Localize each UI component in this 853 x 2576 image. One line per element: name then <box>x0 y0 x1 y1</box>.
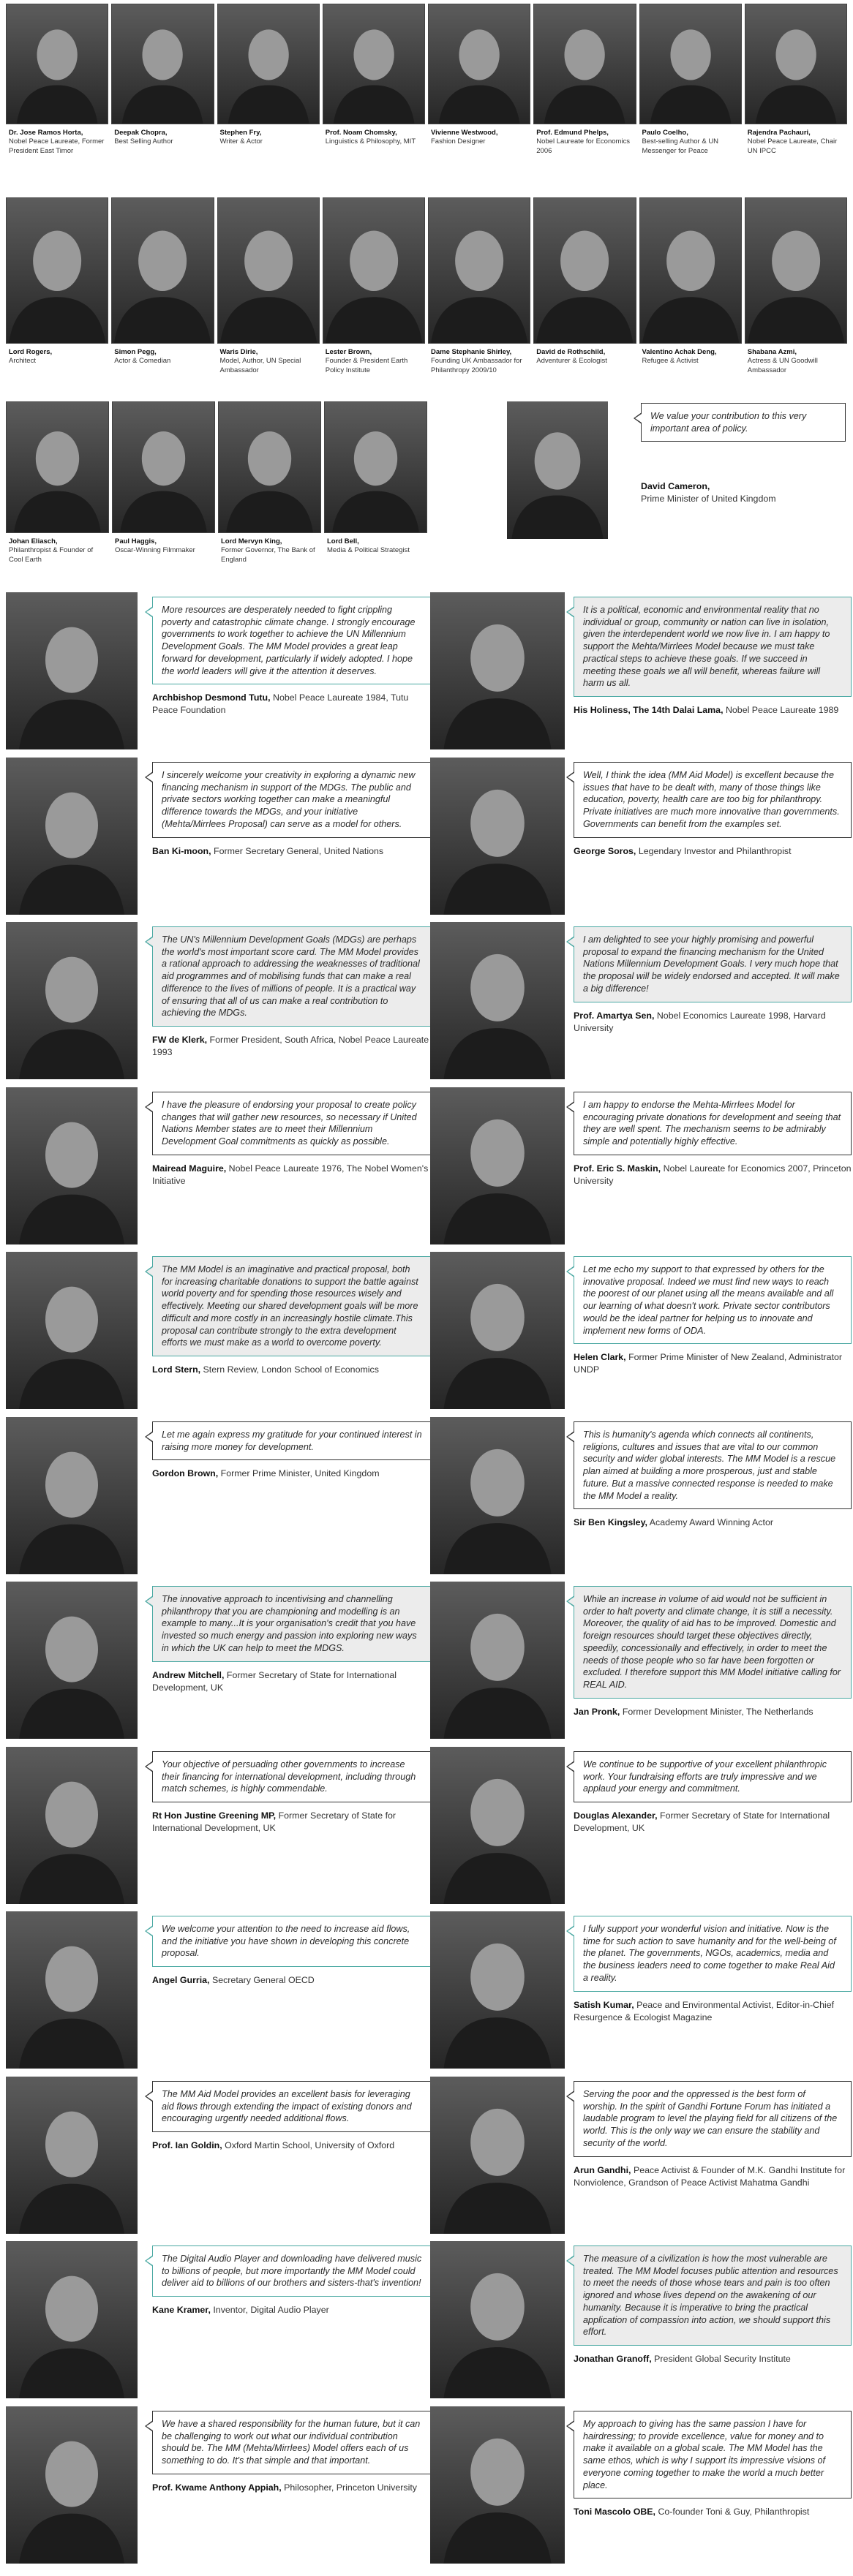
person-name: Arun Gandhi, <box>574 2164 631 2175</box>
person-silhouette-icon <box>7 4 108 124</box>
person-role: Former Governor, The Bank of England <box>221 546 315 564</box>
quote-bubble: I am happy to endorse the Mehta-Mirrlees Model for encouraging private donations for development and seeing that they are well spent. The mechanism seems to be admirably simple and potentially highly effective. <box>574 1092 852 1155</box>
attribution <box>152 2482 432 2494</box>
portrait-card <box>6 401 109 564</box>
person-silhouette-icon <box>112 198 213 343</box>
person-role: Linguistics & Philosophy, MIT <box>325 137 416 146</box>
attribution <box>574 845 852 858</box>
person-name: Jan Pronk, <box>574 1706 620 1717</box>
person-role: Oscar-Winning Filmmaker <box>115 546 195 555</box>
attribution <box>152 2139 432 2152</box>
testimonial <box>6 2241 426 2398</box>
person-silhouette-icon <box>325 402 426 532</box>
person-name: Shabana Azmi, <box>747 348 797 356</box>
quote-bubble: It is a political, economic and environmental reality that no individual or group, community or nation can live in isolation, given the interdependent world we now live in. I am happy to support the Mehta/Mirrlees Model because we must take practical steps to achieve these goals. If we succeed in meeting these goals we all will benefit, whereas failure will harm us all. <box>574 597 852 697</box>
attribution <box>152 1364 432 1376</box>
person-silhouette-icon <box>6 1087 138 1244</box>
portrait-photo <box>639 4 742 124</box>
person-name: Johan Eliasch, <box>9 537 58 545</box>
portrait-card <box>533 4 636 156</box>
person-role: Academy Award Winning Actor <box>649 1517 773 1528</box>
person-role: Philanthropist & Founder of Cool Earth <box>9 546 94 564</box>
portrait-photo <box>323 4 425 124</box>
quote-bubble: Well, I think the idea (MM Aid Model) is excellent because the issues that have to be dealt with, many of those things like education, poverty, health care are too big for philanthropy. Private initiatives are much more innovative than governments. Governments can benefit from the examples set. <box>574 762 852 838</box>
person-name: Prof. Edmund Phelps, <box>536 129 609 137</box>
portrait-photo <box>112 401 215 533</box>
quote-bubble: The UN's Millennium Development Goals (MDGs) are perhaps the world's most important score card. The MM Model provides a rational approach to addressing the weaknesses of traditional aid programmes and of mobilising funds that can make a real difference to the lives of millions of people. It is a practical way of ensuring that all of us can make a real contribution to achieving the MDGs. <box>152 926 432 1027</box>
attribution <box>574 2506 852 2518</box>
person-name: David Cameron, <box>641 481 710 491</box>
portrait-photo <box>6 1417 138 1574</box>
person-role: Best Selling Author <box>114 137 173 146</box>
person-silhouette-icon <box>6 758 138 915</box>
person-role: Refugee & Activist <box>642 357 699 366</box>
portrait-photo <box>6 4 108 124</box>
person-name: His Holiness, The 14th Dalai Lama, <box>574 705 724 716</box>
person-silhouette-icon <box>6 922 138 1079</box>
person-name: Simon Pegg, <box>114 348 157 356</box>
quote-bubble: I sincerely welcome your creativity in exploring a dynamic new financing mechanism in support of the MDGs. The public and private sectors working together can make a meaningful difference towards the MDGs, and your initiative (Mehta/Mirrlees Proposal) can serve as a model for others. <box>152 762 432 838</box>
person-role: Media & Political Strategist <box>327 546 410 555</box>
person-role: Fashion Designer <box>431 137 486 146</box>
person-role: Secretary General OECD <box>211 1975 315 1986</box>
person-role: Founding UK Ambassador for Philanthropy 2009/10 <box>431 357 522 374</box>
quote-bubble: I am delighted to see your highly promising and powerful proposal to expand the financing mechanism for the United Nations Millennium Development Goals. I very much hope that the proposal will be widely endorsed and accepted. It will make a big difference! <box>574 926 852 1002</box>
portrait-photo <box>430 2241 565 2398</box>
person-name: Lord Bell, <box>327 537 359 545</box>
portrait-photo <box>430 2406 565 2564</box>
person-name: Douglas Alexander, <box>574 1810 658 1821</box>
attribution <box>152 1034 432 1059</box>
person-silhouette-icon <box>745 198 846 343</box>
quote-bubble: The measure of a civilization is how the most vulnerable are treated. The MM Model focuses public attention and resources to meet the needs of those whose tears and pain is too often ignored and whose lives depend on the awakening of our humanity. Because it is imperative to bring the practical application of compassion into action, we should support this effort. <box>574 2245 852 2346</box>
attribution <box>152 1468 432 1480</box>
attribution <box>574 704 852 717</box>
portrait-photo <box>6 758 138 915</box>
portrait-photo <box>430 1582 565 1739</box>
person-role: Nobel Peace Laureate 1989 <box>725 705 839 716</box>
quote-bubble: My approach to giving has the same passion I have for hairdressing; to provide excellence, value for money and to make it available on a global scale. The MM Model has the same ethos, which is why I support its impressive visions of everyone coming together to make the world a much better place. <box>574 2411 852 2498</box>
person-silhouette-icon <box>507 401 608 539</box>
quote-bubble: We value your contribution to this very important area of policy. <box>641 403 846 442</box>
person-name: George Soros, <box>574 845 636 856</box>
person-name: Archbishop Desmond Tutu, <box>152 692 271 703</box>
person-role: Founder & President Earth Policy Institute <box>325 357 408 374</box>
quote-bubble: We welcome your attention to the need to increase aid flows, and the initiative you have shown in developing this concrete proposal. <box>152 1916 432 1967</box>
portrait-row-3 <box>6 401 427 564</box>
person-role: Former Prime Minister, United Kingdom <box>220 1468 380 1479</box>
portrait-card <box>533 197 636 375</box>
person-role: Peace and Environmental Activist, Editor-in-Chief Resurgence & Ecologist Magazine <box>574 1999 835 2022</box>
portrait-card <box>323 4 425 156</box>
portrait-photo <box>111 197 214 344</box>
portrait-card <box>112 401 215 564</box>
testimonial <box>430 922 847 1079</box>
attribution <box>152 692 432 717</box>
person-name: Jonathan Granoff, <box>574 2354 652 2365</box>
portrait-row-1 <box>6 4 847 156</box>
person-name: Ban Ki-moon, <box>152 845 211 856</box>
attribution <box>574 1999 852 2024</box>
portrait-photo <box>745 197 847 344</box>
testimonial <box>430 592 847 749</box>
testimonial <box>430 2077 847 2234</box>
person-name: Valentino Achak Deng, <box>642 348 717 356</box>
person-role: Prime Minister of United Kingdom <box>641 493 776 504</box>
person-name: Sir Ben Kingsley, <box>574 1517 647 1528</box>
person-role: Former Development Minister, The Netherlands <box>622 1706 813 1717</box>
quote-bubble: I have the pleasure of endorsing your proposal to create policy changes that will gather new resources, so necessary if United Nations Member states are to meet their Millennium Development Goal commitments as quickly as possible. <box>152 1092 432 1155</box>
portrait-photo <box>323 197 425 344</box>
portrait-photo <box>507 401 608 539</box>
person-name: Stephen Fry, <box>219 129 262 137</box>
person-silhouette-icon <box>430 758 565 915</box>
portrait-photo <box>6 197 108 344</box>
testimonial <box>430 2406 847 2564</box>
person-name: Deepak Chopra, <box>114 129 168 137</box>
portrait-card <box>428 197 530 375</box>
portrait-photo <box>324 401 427 533</box>
portrait-photo <box>430 1911 565 2069</box>
person-role: Co-founder Toni & Guy, Philanthropist <box>658 2507 810 2518</box>
person-role: Former President, South Africa, Nobel Peace Laureate 1993 <box>152 1035 429 1057</box>
portrait-photo <box>6 1747 138 1904</box>
person-silhouette-icon <box>640 4 741 124</box>
person-name: Kane Kramer, <box>152 2305 211 2316</box>
portrait-photo <box>6 2077 138 2234</box>
attribution <box>574 1516 852 1529</box>
person-role: Legendary Investor and Philanthropist <box>638 845 792 856</box>
portrait-row-2 <box>6 197 847 375</box>
person-name: Paulo Coelho, <box>642 129 688 137</box>
quote-bubble: Let me again express my gratitude for your continued interest in raising more money for development. <box>152 1421 432 1460</box>
person-name: Prof. Noam Chomsky, <box>325 129 397 137</box>
person-silhouette-icon <box>323 4 424 124</box>
person-silhouette-icon <box>219 402 320 532</box>
quote-bubble: I fully support your wonderful vision and initiative. Now is the time for such action to save humanity and for the well-being of the planet. The governments, NGOs, academics, media and the business leaders need to come together to make Real Aid a reality. <box>574 1916 852 1992</box>
person-silhouette-icon <box>430 1417 565 1574</box>
testimonial <box>6 922 429 1079</box>
person-name: Vivienne Westwood, <box>431 129 498 137</box>
person-role: Model, Author, UN Special Ambassador <box>219 357 301 374</box>
portrait-photo <box>6 1087 138 1244</box>
person-silhouette-icon <box>430 592 565 749</box>
person-name: Gordon Brown, <box>152 1468 219 1479</box>
portrait-card <box>111 4 214 156</box>
testimonial <box>6 758 426 915</box>
quote-bubble: The MM Aid Model provides an excellent basis for leveraging aid flows through extending the impact of existing donors and encouraging urgently needed additional flows. <box>152 2081 432 2132</box>
person-silhouette-icon <box>429 4 530 124</box>
quote-bubble: The Digital Audio Player and downloading have delivered music to billions of people, but more importantly the MM Model could deliver aid to billions of our brothers and sisters-that's invention! <box>152 2245 432 2297</box>
attribution <box>152 1974 432 1987</box>
person-role: Nobel Peace Laureate, Former President East Timor <box>9 137 105 155</box>
portrait-photo <box>428 4 530 124</box>
attribution <box>152 1669 432 1694</box>
person-name: Dame Stephanie Shirley, <box>431 348 512 356</box>
person-name: Lord Rogers, <box>9 348 53 356</box>
attribution <box>574 1706 852 1718</box>
person-silhouette-icon <box>430 1252 565 1409</box>
person-role: President Global Security Institute <box>654 2354 791 2365</box>
quote-bubble: We have a shared responsibility for the human future, but it can be challenging to work out what our individual contribution should be. The MM (Mehta/Mirrlees) Model offers each of us something to do. It's that simple and that important. <box>152 2411 432 2474</box>
person-name: Lord Stern, <box>152 1364 201 1375</box>
quote-bubble: More resources are desperately needed to fight crippling poverty and catastrophic climate change. I strongly encourage governments to work together to achieve the UN Millennium Development Goals. The MM Model provides a great leap forward for development, particularly if widely adopted. I hope the world leaders will give it the attention it deserves. <box>152 597 432 684</box>
person-silhouette-icon <box>323 198 424 343</box>
person-role: Nobel Laureate for Economics 2007, Princeton University <box>574 1163 852 1186</box>
testimonial <box>6 2406 426 2564</box>
person-role: Former Prime Minister of New Zealand, Administrator UNDP <box>574 1352 843 1375</box>
portrait-card <box>324 401 427 564</box>
testimonial <box>6 2077 426 2234</box>
portrait-photo <box>6 2241 138 2398</box>
portrait-photo <box>6 1911 138 2069</box>
person-silhouette-icon <box>430 1582 565 1739</box>
portrait-card <box>639 197 742 375</box>
portrait-photo <box>533 4 636 124</box>
portrait-card <box>6 4 108 156</box>
testimonial <box>6 1582 426 1739</box>
person-silhouette-icon <box>640 198 741 343</box>
person-silhouette-icon <box>429 198 530 343</box>
portrait-photo <box>111 4 214 124</box>
person-name: Prof. Eric S. Maskin, <box>574 1163 661 1174</box>
person-name: Prof. Amartya Sen, <box>574 1010 655 1021</box>
portrait-photo <box>639 197 742 344</box>
portrait-photo <box>430 1417 565 1574</box>
person-role: Nobel Peace Laureate 1976, The Nobel Women's Initiative <box>152 1163 429 1186</box>
portrait-photo <box>430 2077 565 2234</box>
portrait-card <box>217 4 320 156</box>
quote-bubble: While an increase in volume of aid would not be sufficient in order to halt poverty and climate change, it is still a necessity. Moreover, the quality of aid has to be improved. Domestic and foreign resources should target these objectives directly, speedily, concessionally and effectively, in order to meet the needs of those people who so far have been forgotten or excluded. I therefore support this MM Model initiative calling for REAL AID. <box>574 1586 852 1699</box>
person-silhouette-icon <box>218 198 319 343</box>
portrait-photo <box>430 1087 565 1244</box>
testimonial <box>430 2241 847 2398</box>
person-name: Rt Hon Justine Greening MP, <box>152 1810 277 1821</box>
attribution <box>574 1351 852 1376</box>
testimonial <box>6 1911 426 2069</box>
portrait-card <box>745 197 847 375</box>
portrait-photo <box>217 197 320 344</box>
attribution <box>574 1163 852 1187</box>
quote-bubble: This is humanity's agenda which connects all continents, religions, cultures and issues that are vital to our common security and wider global interests. The MM Model is a rescue plan aimed at building a more prosperous, just and stable future. But a massive connected response is needed to make the MM Model a reality. <box>574 1421 852 1509</box>
person-name: Toni Mascolo OBE, <box>574 2507 655 2518</box>
testimonial <box>6 1747 426 1904</box>
person-silhouette-icon <box>7 402 108 532</box>
person-role: Best-selling Author & UN Messenger for Peace <box>642 137 719 155</box>
portrait-photo <box>6 2406 138 2564</box>
portrait-card <box>217 197 320 375</box>
person-name: David de Rothschild, <box>536 348 606 356</box>
person-name: Rajendra Pachauri, <box>747 129 811 137</box>
portrait-photo <box>430 592 565 749</box>
person-name: Satish Kumar, <box>574 1999 634 2010</box>
quote-bubble: Serving the poor and the oppressed is the best form of worship. In the spirit of Gandhi Fortune Forum has initiated a laudable program to level the playing field for all citizens of the world. This is the only way we can ensure the stability and security of the world. <box>574 2081 852 2157</box>
testimonial <box>430 1911 847 2069</box>
person-silhouette-icon <box>430 1911 565 2069</box>
attribution <box>574 2164 852 2189</box>
attribution <box>152 2304 432 2316</box>
person-role: Oxford Martin School, University of Oxford <box>225 2140 395 2151</box>
person-name: FW de Klerk, <box>152 1035 208 1046</box>
person-role: Nobel Peace Laureate 1984, Tutu Peace Foundation <box>152 692 409 716</box>
portrait-photo <box>430 1747 565 1904</box>
person-role: Former Secretary of State for International Development, UK <box>574 1810 830 1834</box>
testimonial <box>430 1417 847 1574</box>
person-role: Inventor, Digital Audio Player <box>213 2305 329 2316</box>
person-name: Mairead Maguire, <box>152 1163 227 1174</box>
person-silhouette-icon <box>430 2077 565 2234</box>
testimonial <box>6 1417 426 1574</box>
portrait-photo <box>533 197 636 344</box>
person-silhouette-icon <box>534 4 635 124</box>
portrait-card <box>111 197 214 375</box>
testimonial <box>430 1747 847 1904</box>
person-silhouette-icon <box>6 592 138 749</box>
portrait-photo <box>218 401 321 533</box>
person-name: Paul Haggis, <box>115 537 157 545</box>
person-name: Prof. Kwame Anthony Appiah, <box>152 2482 282 2493</box>
person-name: Helen Clark, <box>574 1352 626 1363</box>
person-role: Philosopher, Princeton University <box>284 2482 417 2493</box>
cameron-endorsement <box>507 401 847 540</box>
attribution <box>152 845 432 858</box>
person-silhouette-icon <box>6 2406 138 2564</box>
portrait-card <box>218 401 321 564</box>
portrait-card <box>639 4 742 156</box>
attribution <box>641 480 776 505</box>
person-silhouette-icon <box>113 402 214 532</box>
person-silhouette-icon <box>6 1252 138 1409</box>
person-silhouette-icon <box>6 1582 138 1739</box>
person-role: Actor & Comedian <box>114 357 171 366</box>
attribution <box>574 1010 852 1035</box>
person-silhouette-icon <box>112 4 213 124</box>
person-silhouette-icon <box>6 1417 138 1574</box>
testimonial <box>430 758 847 915</box>
portrait-photo <box>6 1252 138 1409</box>
person-silhouette-icon <box>430 2406 565 2564</box>
person-name: Lord Mervyn King, <box>221 537 282 545</box>
attribution <box>574 1810 852 1835</box>
portrait-card <box>6 197 108 375</box>
person-role: Nobel Peace Laureate, Chair UN IPCC <box>747 137 838 155</box>
person-role: Former Secretary General, United Nations <box>214 845 384 856</box>
person-role: Nobel Laureate for Economics 2006 <box>536 137 631 155</box>
portrait-photo <box>6 922 138 1079</box>
quote-bubble: Your objective of persuading other governments to increase their financing for international development, including through match schemes, is highly commendable. <box>152 1751 432 1802</box>
person-role: Former Secretary of State for International Development, UK <box>152 1669 397 1693</box>
person-role: Nobel Economics Laureate 1998, Harvard University <box>574 1010 826 1033</box>
person-name: Lester Brown, <box>325 348 372 356</box>
person-silhouette-icon <box>6 2077 138 2234</box>
portrait-photo <box>430 922 565 1079</box>
person-role: Stern Review, London School of Economics <box>203 1364 379 1375</box>
testimonial <box>430 1087 852 1244</box>
person-name: Andrew Mitchell, <box>152 1669 225 1680</box>
portrait-photo <box>217 4 320 124</box>
attribution <box>152 1163 432 1187</box>
portrait-photo <box>6 401 109 533</box>
person-silhouette-icon <box>6 1747 138 1904</box>
person-silhouette-icon <box>218 4 319 124</box>
attribution <box>152 1810 432 1835</box>
testimonial <box>430 1582 847 1739</box>
person-silhouette-icon <box>7 198 108 343</box>
person-silhouette-icon <box>534 198 635 343</box>
person-role: Writer & Actor <box>219 137 263 146</box>
person-role: Former Secretary of State for International Development, UK <box>152 1810 397 1834</box>
quote-bubble: We continue to be supportive of your excellent philanthropic work. Your fundraising efforts are truly impressive and we applaud your energy and commitment. <box>574 1751 852 1802</box>
person-silhouette-icon <box>430 1087 565 1244</box>
attribution <box>574 2353 852 2365</box>
person-silhouette-icon <box>430 2241 565 2398</box>
quote-bubble: The MM Model is an imaginative and practical proposal, both for increasing charitable donations to support the battle against world poverty and for spending those resources wisely and effectively. Meeting our shared development goals will be more difficult and more costly in an increasingly hostile climate.This proposal can contribute strongly to the extra development efforts we must make as a world to overcome poverty. <box>152 1256 432 1356</box>
portrait-photo <box>430 758 565 915</box>
portrait-photo <box>745 4 847 124</box>
portrait-photo <box>428 197 530 344</box>
person-silhouette-icon <box>430 1747 565 1904</box>
person-name: Waris Dirie, <box>219 348 258 356</box>
person-name: Angel Gurria, <box>152 1975 210 1986</box>
quote-bubble: Let me echo my support to that expressed by others for the innovative proposal. Indeed we must find new ways to reach the poorest of our planet using all the means available and all our learning of what doesn't work. Private sector contributors would be the ideal partner for helping us to innovate and implement new forms of ODA. <box>574 1256 852 1344</box>
testimonial <box>430 1252 847 1409</box>
person-role: Peace Activist & Founder of M.K. Gandhi Institute for Nonviolence, Grandson of Peace Activist Mahatma Gandhi <box>574 2164 846 2188</box>
person-silhouette-icon <box>745 4 846 124</box>
person-role: Actress & UN Goodwill Ambassador <box>747 357 818 374</box>
portrait-photo <box>430 1252 565 1409</box>
testimonial <box>6 1087 429 1244</box>
testimonial <box>6 592 426 749</box>
portrait-photo <box>6 1582 138 1739</box>
person-silhouette-icon <box>6 1911 138 2069</box>
person-role: Architect <box>9 357 36 366</box>
person-name: Prof. Ian Goldin, <box>152 2140 222 2151</box>
quote-bubble: The innovative approach to incentivising and channelling philanthropy that you are championing and modelling is an example to many...It is your organisation's credit that you have invested so much energy and passion into exploring new ways in which the UK can help to meet the MDGS. <box>152 1586 432 1662</box>
person-role: Adventurer & Ecologist <box>536 357 607 366</box>
person-name: Dr. Jose Ramos Horta, <box>9 129 83 137</box>
person-silhouette-icon <box>430 922 565 1079</box>
person-silhouette-icon <box>6 2241 138 2398</box>
portrait-card <box>745 4 847 156</box>
portrait-card <box>323 197 425 375</box>
portrait-photo <box>6 592 138 749</box>
portrait-card <box>428 4 530 156</box>
testimonial <box>6 1252 426 1409</box>
